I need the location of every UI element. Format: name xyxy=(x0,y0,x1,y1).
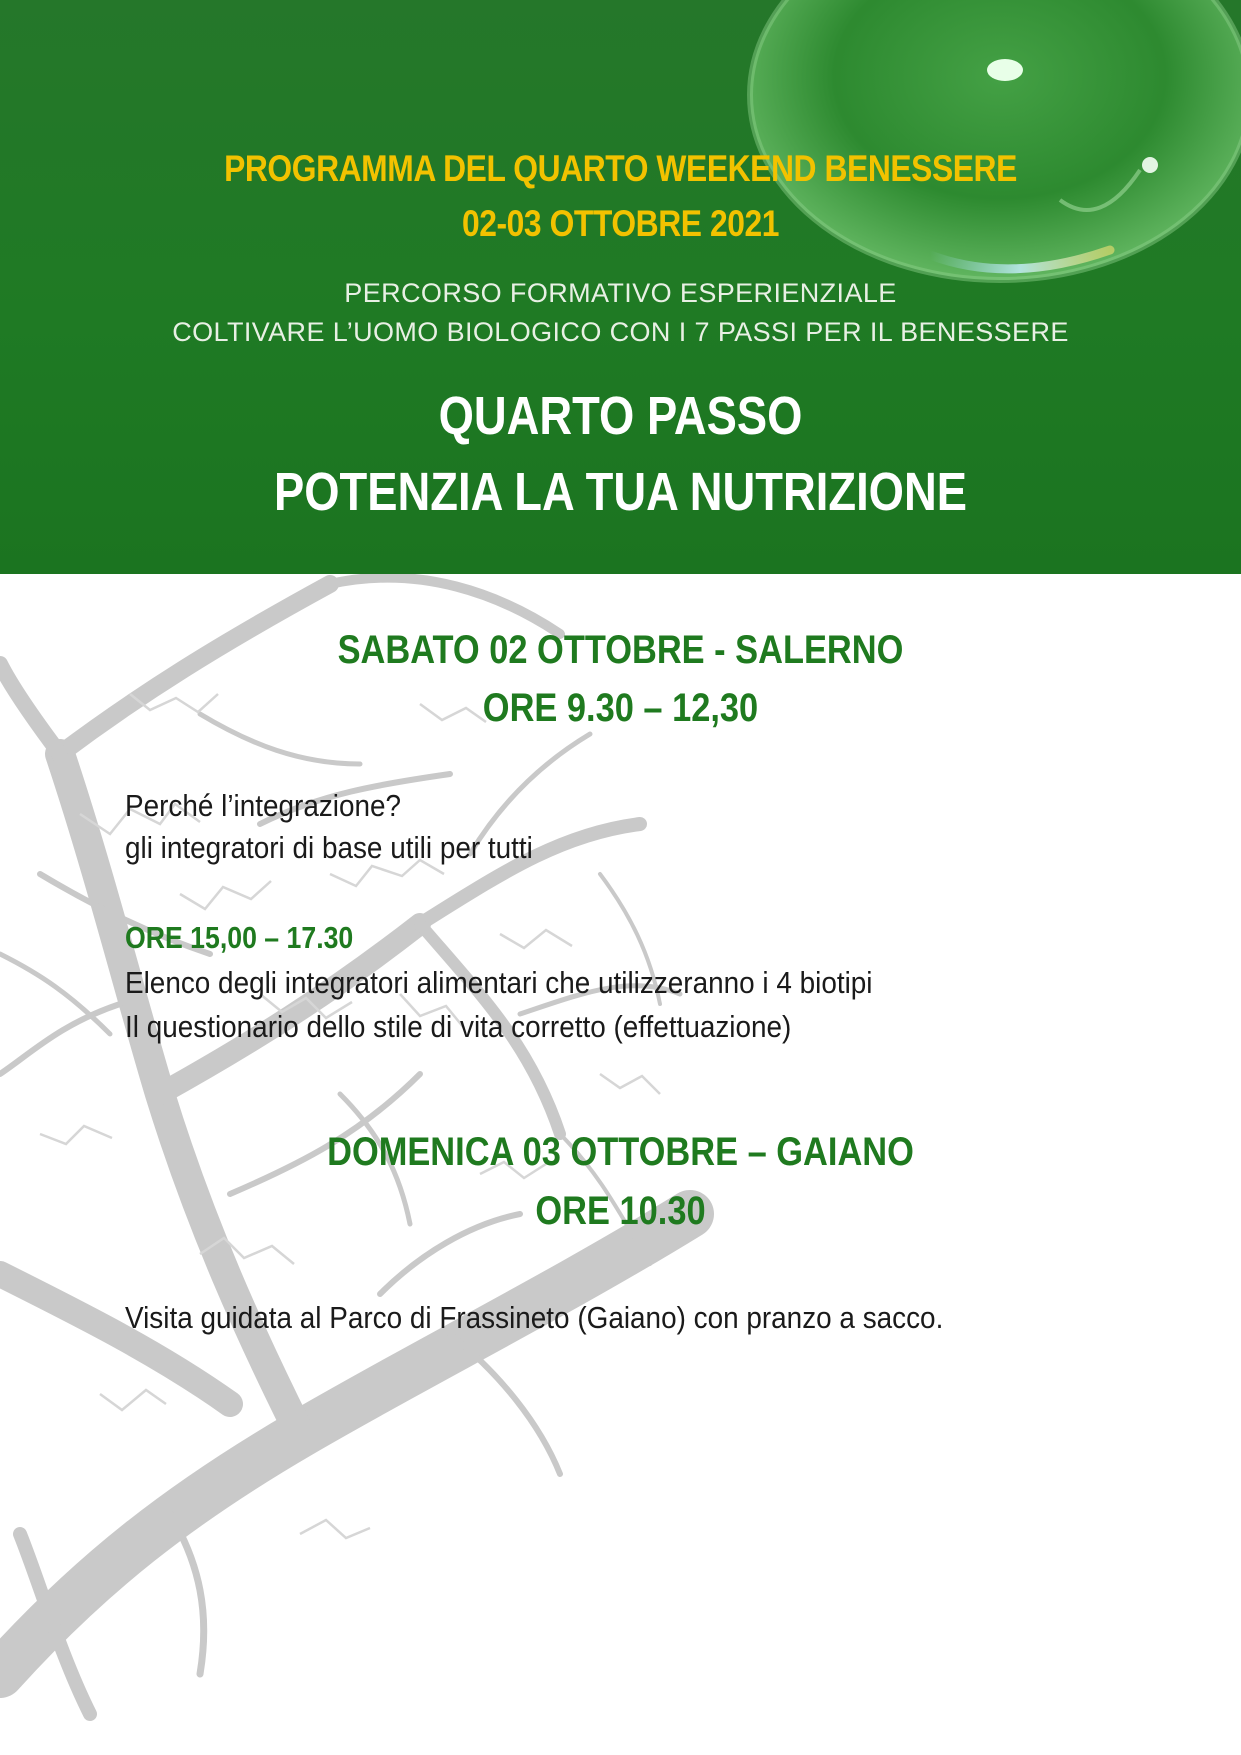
list-item: Il questionario dello stile di vita corretto (effettuazione) xyxy=(125,1009,792,1044)
sunday-title: DOMENICA 03 OTTOBRE – GAIANO xyxy=(327,1130,914,1174)
list-item: gli integratori di base utili per tutti xyxy=(125,830,533,865)
program-dates: 02-03 OTTOBRE 2021 xyxy=(461,203,780,244)
course-line-1: PERCORSO FORMATIVO ESPERIENZIALE xyxy=(344,278,897,308)
course-line-2: COLTIVARE L’UOMO BIOLOGICO CON I 7 PASSI PER IL BENESSERE xyxy=(172,317,1069,347)
step-subtitle: POTENZIA LA TUA NUTRIZIONE xyxy=(274,462,967,522)
list-item: Perché l’integrazione? xyxy=(125,788,402,823)
saturday-title: SABATO 02 OTTOBRE - SALERNO xyxy=(337,628,904,672)
program-title: PROGRAMMA DEL QUARTO WEEKEND BENESSERE xyxy=(224,148,1017,189)
step-title: QUARTO PASSO xyxy=(438,386,803,446)
list-item: Visita guidata al Parco di Frassineto (Gaiano) con pranzo a sacco. xyxy=(125,1300,944,1335)
header-band xyxy=(0,0,1241,574)
sunday-time: ORE 10.30 xyxy=(535,1189,706,1233)
saturday-afternoon-time: ORE 15,00 – 17.30 xyxy=(125,920,354,955)
list-item: Elenco degli integratori alimentari che utilizzeranno i 4 biotipi xyxy=(125,965,873,1000)
saturday-morning-time: ORE 9.30 – 12,30 xyxy=(482,686,759,730)
